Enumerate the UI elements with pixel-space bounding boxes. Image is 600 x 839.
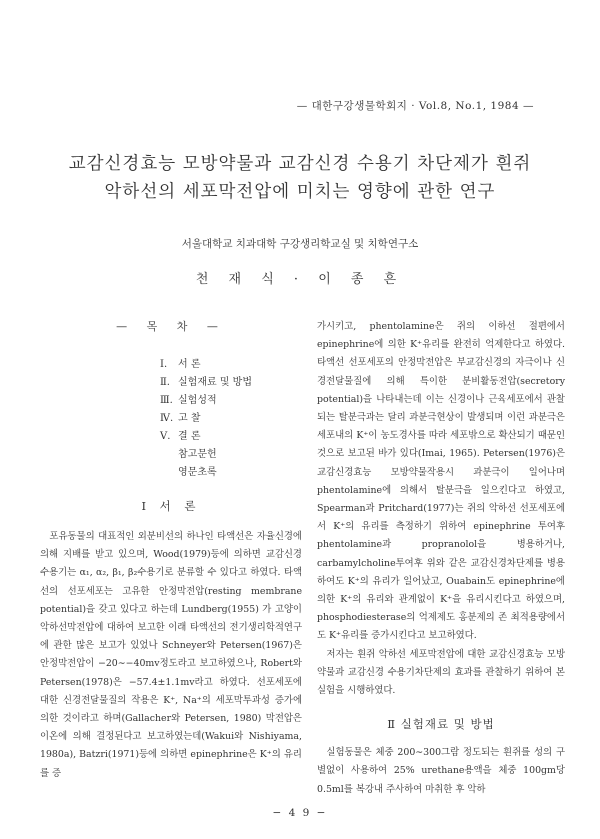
toc-item <box>160 374 302 392</box>
intro-heading: Ⅰ 서 론 <box>141 499 201 513</box>
toc-item-number: Ⅴ. <box>160 431 171 442</box>
left-column <box>40 318 302 783</box>
title-line-2: 악하선의 세포막전압에 미치는 영향에 관한 연구 <box>104 182 496 202</box>
page-number: − 4 9 − <box>272 807 328 819</box>
right-column <box>317 318 565 799</box>
toc-item-label: 결 론 <box>178 431 201 442</box>
toc-item-label: 고 찰 <box>178 413 201 424</box>
toc-item-label: 실험성적 <box>178 395 217 406</box>
toc-item-number: Ⅱ. <box>160 377 170 388</box>
toc-item <box>160 428 302 446</box>
intro-body <box>40 528 302 783</box>
title-line-1: 교감신경효능 모방약물과 교감신경 수용기 차단제가 흰쥐 <box>68 154 532 174</box>
toc-item-number: Ⅳ. <box>160 413 174 424</box>
toc-sub-item: 참고문헌 <box>178 449 217 460</box>
toc-item-number: Ⅲ. <box>160 395 173 406</box>
journal-header: — 대한구강생물학회지 · Vol.8, No.1, 1984 — <box>296 100 534 112</box>
authors: 천 재 식 · 이 종 흔 <box>195 272 405 287</box>
right-paragraph-1: 가시키고, phentolamine은 쥐의 이하선 절편에서 epinephrine에 의한 K⁺유리를 완전히 억제한다고 하였다. 타액선 선포세포의 안정막전압은 부교감신경의 자극이나 신경전달물질에 의해 특이한 분비활동전압(secretory potential)을 나타내는데 이는 신경이나 근육세포에서 관찰되는 탈분극과는 달리 과분극현상이 발생되며 이런 과분극은 세포내의 K⁺이 농도경사를 따라 세포밖으로 확산되기 때문인 것으로 보고된 바가 있다(Imai, 1965). Petersen(1976)은 교감신경효능 모방약물작용시 과분극이 일어나며 phentolamine에 의해서 탈분극을 일으킨다고 하였고, Spearman과 Pritchard(1977)는 쥐의 악하선 선포세포에서 K⁺의 유리를 측정하기 위하여 epinephrine 투여후 phentolamine과 propranolol을 병용하거나, carbamylcholine투여후 위와 같은 교감신경차단제를 병용하여도 K⁺의 유리가 일어났고, Ouabain도 epinephrine에 의한 K⁺의 유리와 관계없이 K⁺을 유리시킨다고 하였으며, phosphodiesterase의 억제제도 홍분제의 존 최적용량에서도 K⁺유리를 증가시킨다고 보고하였다. <box>317 321 565 642</box>
toc-item-number: Ⅰ. <box>160 359 168 370</box>
toc-sub-item: 영문초록 <box>178 467 217 478</box>
toc-heading: — 목 차 — <box>116 320 226 333</box>
methods-paragraph: 실험동물은 체중 200∼300그람 정도되는 흰쥐를 성의 구별없이 사용하여 25% urethane용액을 체중 100gm당 0.5ml를 복강내 주사하여 마취한 후 악하 <box>317 747 565 795</box>
toc-item-label: 서 론 <box>178 359 201 370</box>
methods-heading: Ⅱ 실험재료 및 방법 <box>387 717 495 732</box>
intro-paragraph: 포유동물의 대표적인 외분비선의 하나인 타액선은 자율신경에 의해 지배를 받고 있으며, Wood(1979)등에 의하면 교감신경 수용기는 α₁, α₂, β₁, β₂수용기로 분류할 수 있다고 하였다. 타액선의 선포세포는 고유한 안정막전압(resting membrane potential)을 갖고 있다고 하는데 Lundberg(1955) 가 고양이 악하선막전압에 대하여 보고한 이래 타액선의 전기생리학적연구에 관한 많은 보고가 있었나 Schneyer와 Petersen(1967)은 안정막전압이 −20∼−40mv정도라고 보고하였으나, Robert와 Petersen(1978)은 −57.4±1.1mv라고 하였다. 선포세포에 대한 신경전달물질의 작용은 K⁺, Na⁺의 세포막투과성 증가에 의한 것이라고 하며(Gallacher와 Petersen, 1980) 막전압은 이온에 의해 결정된다고 보고하였는데(Wakui와 Nishiyama, 1980a), Batzri(1971)등에 의하면 epinephrine은 K⁺의 유리를 증 <box>40 531 302 779</box>
paper-title <box>0 150 600 206</box>
toc-item <box>160 356 302 374</box>
toc-item <box>160 392 302 410</box>
affiliation: 서울대학교 치과대학 구강생리학교실 및 치학연구소 <box>181 238 419 250</box>
methods-body <box>317 744 565 799</box>
right-paragraph-2: 저자는 흰쥐 악하선 세포막전압에 대한 교감신경효능 모방약물과 교감신경 수용기차단제의 효과를 관찰하기 위하여 본 실험을 시행하였다. <box>317 648 565 697</box>
toc-item <box>160 410 302 428</box>
right-body <box>317 318 565 700</box>
toc-item-label: 실험재료 및 방법 <box>178 377 252 388</box>
table-of-contents <box>40 356 302 482</box>
